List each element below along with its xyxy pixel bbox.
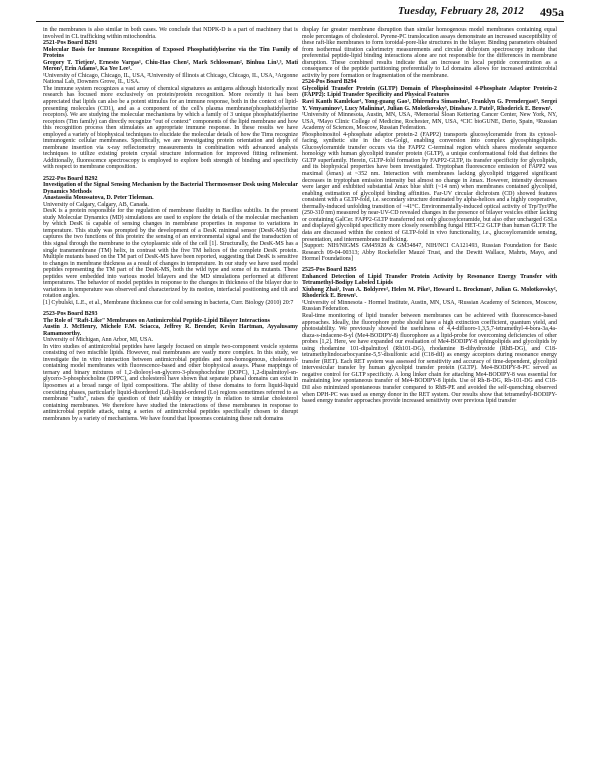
abstract-body: DesK is a protein responsible for the regulation of membrane fluidity in Bacillus subtilis. In the present study Molecular Dynamics (MD) simulations are used to explore the details of the molecular mechanism by which DesK is capable of sensing changes in membrane properties in response to variations in temperature. This study was prompted by the development of a DesK minimal sensor (DesK-MS) that captures the two functions of this protein: the sensing of an environmental signal and the transduction of this signal through the membrane to the cytoplasmic side of the cell [1]. Structurally, the DesK-MS has a single transmembrane (TM) helix, in contrast with the five TM helices of the complete DesK protein. Multiple mutants based on the TM part of DesK-MS have been reported, suggesting that DesK is sensitive to changes in membrane thickness as a result of changes in temperature. In our study we have used model peptides representing the TM part of the DesK-MS, both the wild type and some of its mutants. These peptides were embedded into various model bilayers and the MD simulations performed at different temperatures. The behavior of model peptides in response to the changes in thickness of the bilayer due to variations in temperature was observed and characterized by its motion, interfacial positioning and tilt and rotation angles. — [43, 208, 298, 300]
abstract-affiliation: ¹University of Minnesota - Hormel Institute, Austin, MN, USA, ²Russian Academy of Sciences, Moscow, Russian Federation. — [302, 299, 557, 313]
abstract-title: Molecular Basis for Immune Recognition of Exposed Phosphatidylserine via the Tim Family of Proteins — [43, 46, 298, 60]
abstract-affiliation: ¹University of Chicago, Chicago, IL, USA, ²University of Illinois at Chicago, Chicago, IL, USA, ³Argonne National Lab, Downers Grove, IL, USA. — [43, 72, 298, 86]
abstract-2521 — [43, 40, 298, 171]
abstract-authors: Austin J. McHenry, Michele F.M. Sciacca, Jeffrey R. Brender, Kevin Hartman, Ayyalusamy Ramamoorthy. — [43, 324, 298, 337]
abstract-2525 — [302, 267, 557, 404]
abstract-title: Glycolipid Transfer Protein (GLTP) Domain of Phosphoinositol 4-Phosphate Adaptor Protein-2 (FAPP2): Lipid Transfer Specificity and Physical Features — [302, 85, 557, 99]
abstract-id: 2522-Pos Board B292 — [43, 175, 98, 182]
abstract-authors: Ravi Kanth Kamlekar¹, Yong-guang Gao¹, Dhirendra Simanshu², Franklyn G. Prendergast³, Sergei Y. Venyaminov³, Lucy Malinina⁴, Julian G. Molotkovsky⁵, Dinshaw J. Patel², Rhoderick E. Brown¹. — [302, 99, 557, 112]
abstract-body: Real-time monitoring of lipid transfer between membranes can be achieved with fluorescence-based approaches. Ideally, the fluorophore probe should have a high extinction coefficient, quantum yield, and photostability. We previously showed the usefulness of 4,4-difluoro-1,3,5,7-tetramethyl-4-bora-3a,4a-diaza-s-indacene-8-yl (Me4-BODIPY-8) fluorophore as a lipid-probe for overcoming deficiencies of other probes [1,2]. Here, we have expanded our evaluation of Me4-BODIPY-8 sphingolipids and glycolipids by using rhodamine 101-dipalmitoyl (Rh101-DG), rhodamine B-dihydroxide (RhB-DG), and C18-tetramethylindocarbocyanine-5,5'-disulfonic acid (C18-diI) as energy acceptors during resonance energy transfer (RET). Each RET system was assessed for sensitivity and accuracy of time-dependent, glycolipid intervesicular transfer by human glycolipid transfer protein (GLTP). Me4-BODIPY-8-PC served as negative control for GLTP specificity. A long linker chain for attaching Me4-BODIPY-8 was essential for maintaining low spontaneous transfer of Me4-BODIPY-8 lipids. Use of Rh-B-DG, Rh-101-DG and C18-DiI also minimized spontaneous transfer compared to RhB-PE and avoided the self-quenching observed when DPH-PC was used as energy donor in the RET system. Our results show that tetramethyl-BODIPY-based energy transfer approaches provide increased sensitivity over previous lipid transfer — [302, 313, 557, 405]
right-column — [302, 27, 557, 409]
abstract-title: Enhanced Detection of Lipid Transfer Protein Activity by Resonance Energy Transfer with Tetramethyl-Bodipy Labeled Lipids — [302, 273, 557, 287]
abstract-2524 — [302, 79, 557, 262]
abstract-affiliation: ¹University of Minnesota, Austin, MN, USA, ²Memorial Sloan Kettering Cancer Center, New York, NY, USA, ³Mayo Clinic College of Medicine, Rochester, MN, USA, ⁴CIC bioGUNE, Derio, Spain, ⁵Russian Academy of Sciences, Moscow, Russian Federation. — [302, 112, 557, 132]
abstract-affiliation: University of Calgary, Calgary, AB, Canada. — [43, 201, 149, 208]
abstract-id: 2523-Pos Board B293 — [43, 310, 98, 317]
abstract-authors: Xiuhong Zhai¹, Ivan A. Boldyrev², Helen M. Pike¹, Howard L. Brockman¹, Julian G. Molotkovsky², Rhoderick E. Brown¹. — [302, 286, 557, 300]
abstract-title: The Role of "Raft-Like" Membranes on Antimicrobial Peptide-Lipid Bilayer Interactions — [43, 317, 270, 324]
left-column — [43, 27, 298, 427]
abstract-body: The immune system recognizes a vast array of chemical signatures as antigens although historically most research has focused more exclusively on protein/protein recognition. More recently it has been appreciated that lipids can also be a potent stimulus for an immune response, both in the context of lipid-presenting molecules (CD1), and as a component of the cell's plasma membrane(phosphatidylserine receptors). We are studying the molecular mechanisms by which a family of 3 unique phosphatidylserine receptors (Tim family) can directly recognize "out of context" components of the lipid membrane and how this recognition process then stimulates an appropriate immune response. In these results we have employed a variety of biophysical techniques to elucidate the molecular details of how the Tims recognize immunogenic cellular membranes. Specifically, we are investigating protein orientation and depth of membrane insertion via x-ray reflectometry measurements in combination with advanced analysis techniques to utilize existing protein crystal structure information for improved fitting refinement. Additionally, fluorescence spectroscopy is employed to explore both strength of binding and specificity with respect to membrane composition. — [43, 85, 298, 171]
abstract-support: [Support: NIH/NIGMS GM45928 & GM34847, NIH/NCI CA121493, Russian Foundation for Basic Research 09-04-00313; Abby Rockefeller Mauzé Trust, and the Dewitt Wallace, Mahrts, Mayo, and Hormel Foundations] — [302, 243, 557, 263]
abstract-body: In vitro studies of antimicrobial peptides have largely focused on simple two-component vesicle systems consisting of two miscible lipids. However, real membranes are vastly more complex. In this study, we investigate the in vitro interaction between antimicrobial peptides and non-homogenous, cholesterol-containing model membranes with fluorescence-based and other biophysical assays. Phase mappings of ternary and binary mixtures of 1,2-dioleoyl-sn-glycero-3-phosphocholine (DOPC), 1,2-dipalmitoyl-sn-glycero-3-phosphocholine (DPPC), and cholesterol have shown that separate phasal domains can exist in liposomes at a broad range of lipid compositions. The ability of these domains to form liquid-liquid coexisting phases, particularly liquid-disordered (Ld)-liquid-ordered (Lo) regions sometimes referred to as membrane "rafts", raises the question of their stability or integrity in relation to similar cholesterol containing membranes. We therefore have studied the interactions of these membranes in response to antimicrobial peptide attack, using a series of antimicrobial peptides specifically chosen to disrupt membranes by a variety of mechanisms. We have found that liposomes containing these raft domains — [43, 343, 298, 422]
abstract-authors: Anastassiia Moussatova, D. Peter Tieleman. — [43, 195, 154, 202]
continuation-text: in the membranes is also similar in both cases. We conclude that NDPK-D is a part of machinery that is involved in CL trafficking within mitochondria. — [43, 27, 298, 40]
abstract-authors: Gregory T. Tietjen¹, Ernesto Vargas¹, Chiu-Hao Chen², Mark Schlossman², Binhua Lin¹,³, Mati Meron³, Erin Adams¹, Ka Yee Lee¹. — [43, 59, 298, 73]
abstract-2522 — [43, 176, 298, 307]
abstract-id: 2524-Pos Board B294 — [302, 79, 357, 86]
continuation-text: display far greater membrane disruption than similar homogenous model membranes containing equal mole percentages of cholesterol. Pyrene-PC translocation assays demonstrate an increased susceptibility of these raft-like membranes to form toroidal-pore-like structures in the bilayer. Binding parameters obtained from isothermal titration calorimetry measurements and circular dichroism spectroscopy indicate that preferential peptide-lipid binding interactions alone are not responsible for the differences in membrane disruption. These combined results indicate that an increase in local peptide concentration as a consequence of the peptide partitioning preferentially to Ld domains allows for increased antimicrobial activity by pore formation or fragmentation of the membrane. — [302, 27, 557, 79]
abstract-id: 2521-Pos Board B291 — [43, 40, 98, 47]
abstract-id: 2525-Pos Board B295 — [302, 267, 357, 274]
page-number: 495a — [540, 5, 564, 19]
abstract-2523 — [43, 311, 298, 422]
abstract-affiliation: University of Michigan, Ann Arbor, MI, USA. — [43, 337, 154, 344]
abstract-body: Phosphoinositol 4-phosphate adaptor protein-2 (FAPP2) transports glucosylceramide from its cytosol-facing, synthetic site in the cis-Golgi, enabling conversion into complex glycosphingolipids. Glucosylceramide transfer occurs via the FAPP2 C-terminal region which shares moderate sequence homology with human glycolipid transfer protein (GLTP), a unique conformational fold that defines the GLTP superfamily. Herein, GLTP-fold formation by FAPP2-GLTP, its transfer specificity for glycolipids, and its biophysical properties have been investigated. Tryptophan fluorescence emission of FAPP2 was maximal (λmax) at ~352 nm. Interaction with membranes lacking glycolipid triggered significant decreases in tryptophan emission intensity but almost no change in λmax. However, intensity decreases were larger and exhibited substantial λmax blue shift (~14 nm) when membranes contained glycolipid, enabling estimation of glycolipid binding affinities. Far-UV circular dichroism (CD) showed features consistent with a GLTP-fold, i.e. secondary structure dominated by alpha-helices and a highly cooperative, thermally-induced unfolding transition of ~41°C. Environmentally-induced optical activity of Trp/Tyr/Phe (250-310 nm) measured by near-UV-CD revealed changes in the presence of bilayer vesicles either lacking or containing GalCer. FAPP2-GLTP transferred not only glucosylceramide, but also other uncharged GSLs and displayed glycolipid specificity more closely resembling fungal HET-C2 GLTP than human GLTP. The data are discussed within the context of GLTP-fold in vivo functionality, i.e., glucosylceramide sensing, presentation, and intermembrane trafficking. — [302, 131, 557, 243]
abstract-reference: [1] Cybulski, L.E., et al., Membrane thickness cue for cold sensing in bacteria, Curr. Biology (2010) 20:7 — [43, 299, 294, 306]
abstract-title: Investigation of the Signal Sensing Mechanism by the Bacterial Thermosensor Desk using Molecular Dynamics Methods — [43, 182, 298, 195]
page-header — [36, 5, 564, 22]
issue-date: Tuesday, February 28, 2012 — [397, 6, 524, 17]
